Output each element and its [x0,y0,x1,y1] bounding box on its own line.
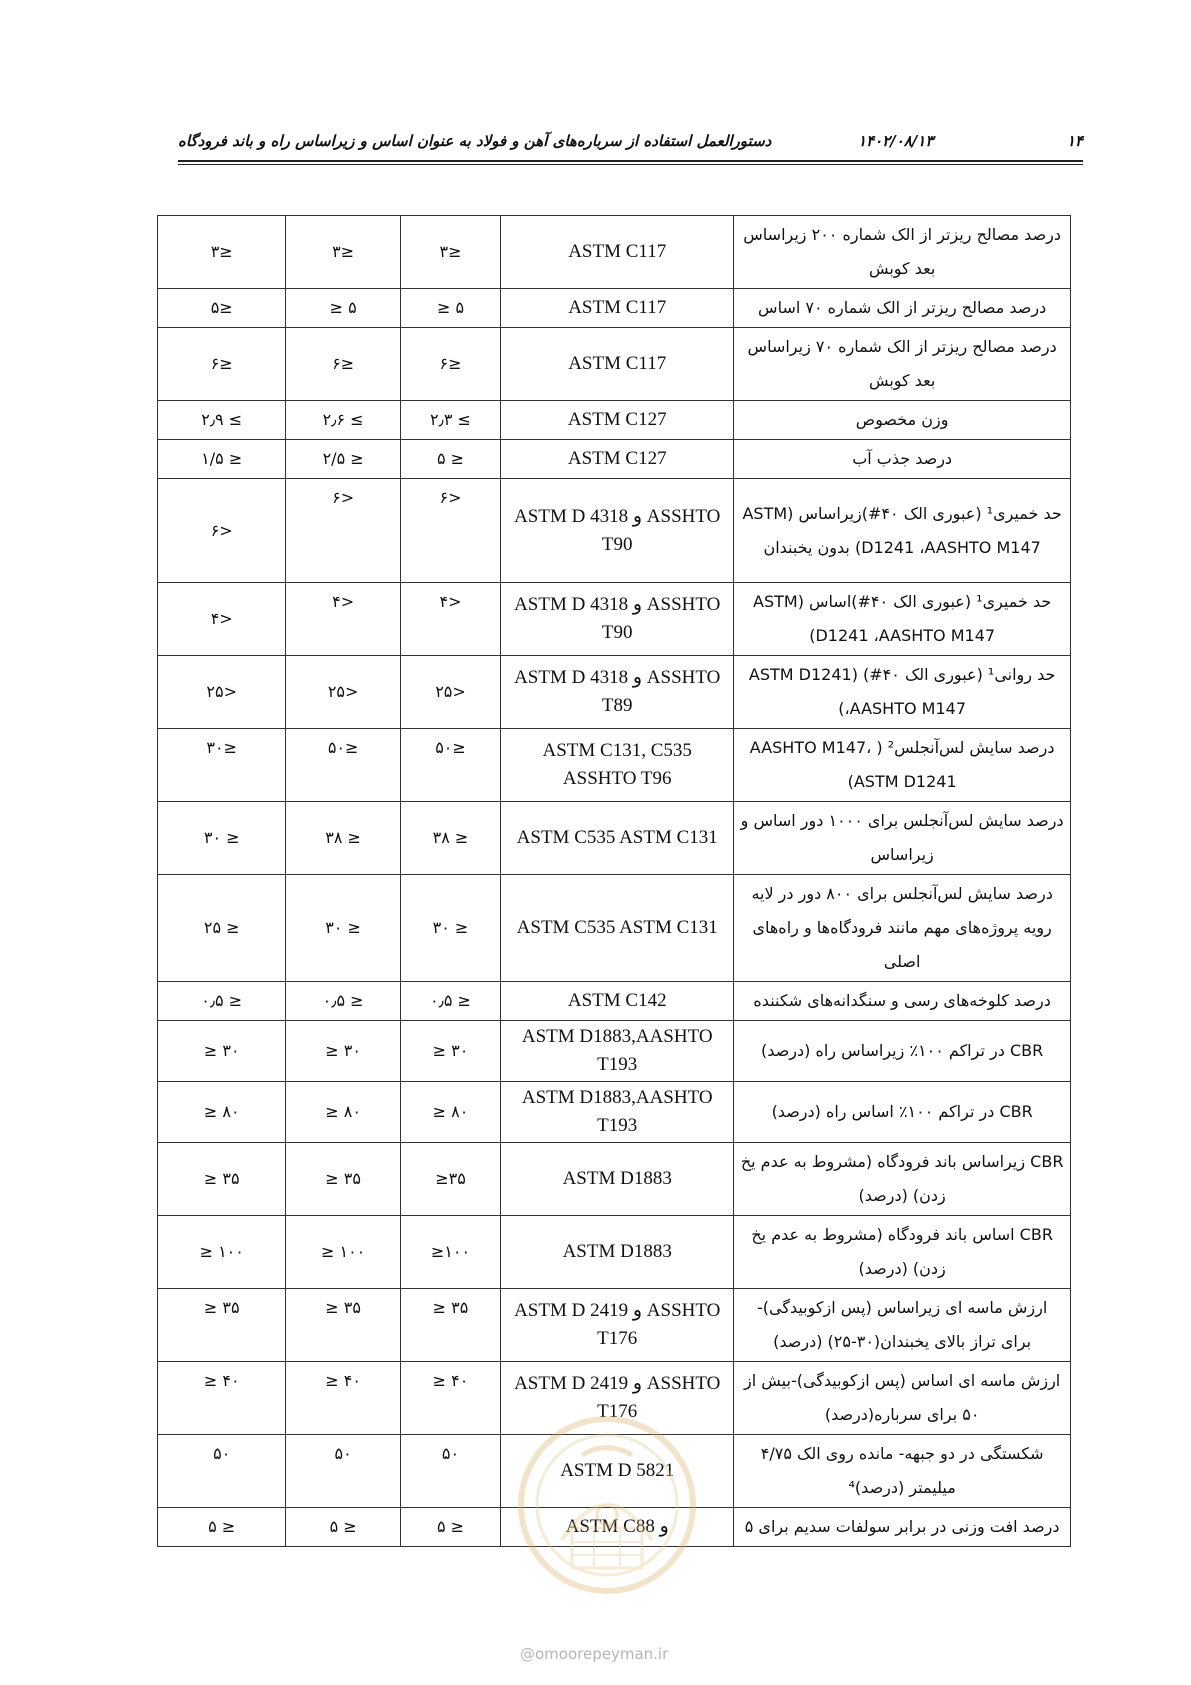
value-cell-2: <۶ [286,479,400,583]
description-cell: CBR اساس باند فرودگاه (مشروط به عدم یخ زدن) (درصد) [734,1216,1071,1289]
value-cell-1: ≤ ۱/۵ [158,440,286,479]
description-cell: درصد مصالح ریزتر از الک شماره ۷۰ اساس [734,289,1071,328]
value-cell-1: ۴۰ ≤ [158,1362,286,1435]
table-row [158,1216,1071,1289]
table-row [158,440,1071,479]
description-cell: درصد مصالح ریزتر از الک شماره ۷۰ زیراساس بعد کوبش [734,328,1071,401]
value-cell-3: <۶ [400,479,500,583]
method-cell: ASTM D 4318 و ASSHTO T89 [501,656,734,729]
method-cell: ASTM D 4318 و ASSHTO T90 [501,479,734,583]
value-cell-1: ≤ ۳۰ [158,802,286,875]
value-cell-2: ≤ ۲/۵ [286,440,400,479]
table-row [158,982,1071,1021]
method-cell: ASTM D1883 [501,1143,734,1216]
description-cell: درصد سایش لس‌آنجلس² ( AASHTO M147، ASTM D1241) [734,729,1071,802]
description-cell: شکستگی در دو جبهه- مانده روی الک ۴/۷۵ میلیمتر (درصد)⁴ [734,1435,1071,1508]
seal-watermark-icon [512,1410,702,1615]
value-cell-1: ۳۰ ≤ [158,1021,286,1082]
method-cell: ASTM D 5821 [501,1435,734,1508]
value-cell-2: ۴۰ ≤ [286,1362,400,1435]
value-cell-2: ≤ ۳۸ [286,802,400,875]
method-cell: ASTM D1883 [501,1216,734,1289]
spec-table-body [158,216,1071,1547]
description-cell: CBR در تراکم ۱۰۰٪ زیراساس راه (درصد) [734,1021,1071,1082]
method-cell: ASTM D1883,AASHTO T193 [501,1082,734,1143]
value-cell-3: ۴۰ ≤ [400,1362,500,1435]
description-cell: وزن مخصوص [734,401,1071,440]
method-cell: ASTM C535 ASTM C131 [501,802,734,875]
value-cell-1: <۴ [158,583,286,656]
description-cell: درصد سایش لس‌آنجلس برای ۸۰۰ دور در لایه رویه پروژه‌های مهم مانند فرودگاه‌ها و راه‌های اصلی [734,875,1071,982]
value-cell-2: ≥ ۲٫۶ [286,401,400,440]
value-cell-1: <۶ [158,479,286,583]
page-header [178,132,1083,160]
value-cell-1: ۱۰۰ ≤ [158,1216,286,1289]
table-row [158,216,1071,289]
method-cell: ASTM C117 [501,328,734,401]
method-cell: ASTM C131, C535 ASSHTO T96 [501,729,734,802]
value-cell-2: ۳۵ ≤ [286,1143,400,1216]
description-cell: ارزش ماسه ای زیراساس (پس ازکوبیدگی)- برای تراز بالای یخبندان(۳۰-۲۵) (درصد) [734,1289,1071,1362]
table-row [158,656,1071,729]
value-cell-2: ≤ ۰٫۵ [286,982,400,1021]
method-cell: ASTM C142 [501,982,734,1021]
header-title: دستورالعمل استفاده از سرباره‌های آهن و فولاد به عنوان اساس و زیراساس راه و باند فرودگاه [178,132,772,150]
value-cell-2: ≤ ۳۰ [286,875,400,982]
value-cell-2: ≤۳ [286,216,400,289]
value-cell-3: ۵۰ [400,1435,500,1508]
table-row [158,289,1071,328]
value-cell-1: ۳۵ ≤ [158,1143,286,1216]
table-row [158,328,1071,401]
value-cell-2: ۳۵ ≤ [286,1289,400,1362]
value-cell-1: ≤۶ [158,328,286,401]
description-cell: درصد جذب آب [734,440,1071,479]
table-row [158,479,1071,583]
description-cell: حد خمیری¹ (عبوری الک ۴۰#)اساس (ASTM D1241 ،AASHTO M147) [734,583,1071,656]
value-cell-3: ≤۳ [400,216,500,289]
method-cell: ASTM C535 ASTM C131 [501,875,734,982]
value-cell-3: ۸۰ ≤ [400,1082,500,1143]
table-row [158,802,1071,875]
value-cell-3: ۵ ≤ [400,289,500,328]
value-cell-3: ۳۵ ≤ [400,1289,500,1362]
table-row [158,1289,1071,1362]
method-cell: ASTM C117 [501,216,734,289]
value-cell-1: ≤۳۰ [158,729,286,802]
value-cell-2: ≤۶ [286,328,400,401]
value-cell-2: ۵ ≤ [286,289,400,328]
value-cell-1: ≤۵ [158,289,286,328]
value-cell-3: ≥ ۲٫۳ [400,401,500,440]
description-cell: درصد مصالح ریزتر از الک شماره ۲۰۰ زیراساس بعد کوبش [734,216,1071,289]
value-cell-1: ≥ ۲٫۹ [158,401,286,440]
description-cell: حد خمیری¹ (عبوری الک ۴۰#)زیراساس (ASTM D1241 ،AASHTO M147) بدون یخبندان [734,479,1071,583]
table-row [158,583,1071,656]
table-row [158,875,1071,982]
value-cell-2: ۱۰۰ ≤ [286,1216,400,1289]
value-cell-3: ≤ ۵ [400,1508,500,1547]
value-cell-2: ۵۰ [286,1435,400,1508]
value-cell-2: ≤۵۰ [286,729,400,802]
value-cell-3: ≤ ۳۰ [400,875,500,982]
value-cell-3: ≤ ۵ [400,440,500,479]
table-row [158,1082,1071,1143]
value-cell-3: ≤ ۰٫۵ [400,982,500,1021]
method-cell: ASTM C127 [501,401,734,440]
method-cell: ASTM D1883,AASHTO T193 [501,1021,734,1082]
description-cell: ارزش ماسه ای اساس (پس ازکوبیدگی)-بیش از ۵۰ برای سرباره(درصد) [734,1362,1071,1435]
value-cell-3: <۴ [400,583,500,656]
description-cell: CBR زیراساس باند فرودگاه (مشروط به عدم یخ زدن) (درصد) [734,1143,1071,1216]
value-cell-2: <۴ [286,583,400,656]
value-cell-2: <۲۵ [286,656,400,729]
value-cell-3: ≤۵۰ [400,729,500,802]
header-date: ۱۴۰۲/۰۸/۱۳ [858,132,934,150]
header-rule-thin [178,164,1083,165]
table-row [158,401,1071,440]
description-cell: درصد کلوخه‌های رسی و سنگدانه‌های شکننده [734,982,1071,1021]
description-cell: حد روانی¹ (عبوری الک ۴۰#) (ASTM D1241 ،AASHTO M147) [734,656,1071,729]
value-cell-1: ≤ ۵ [158,1508,286,1547]
footer-site: @omoorepeyman.ir [520,1645,669,1663]
header-rule [178,160,1083,162]
table-row [158,1021,1071,1082]
spec-table [157,215,1071,1547]
value-cell-1: <۲۵ [158,656,286,729]
table-row [158,729,1071,802]
value-cell-3: <۲۵ [400,656,500,729]
table-row [158,1143,1071,1216]
value-cell-1: ۸۰ ≤ [158,1082,286,1143]
value-cell-2: ۳۰ ≤ [286,1021,400,1082]
value-cell-1: ۳۵ ≤ [158,1289,286,1362]
value-cell-2: ۸۰ ≤ [286,1082,400,1143]
value-cell-2: ≤ ۵ [286,1508,400,1547]
method-cell: ASTM D 2419 و ASSHTO T176 [501,1289,734,1362]
value-cell-1: ۵۰ [158,1435,286,1508]
description-cell: درصد افت وزنی در برابر سولفات سدیم برای ۵ [734,1508,1071,1547]
value-cell-1: ≤۳ [158,216,286,289]
value-cell-1: ≤ ۰٫۵ [158,982,286,1021]
method-cell: ASTM C127 [501,440,734,479]
method-cell: ASTM D 2419 و ASSHTO T176 [501,1362,734,1435]
description-cell: درصد سایش لس‌آنجلس برای ۱۰۰۰ دور اساس و زیراساس [734,802,1071,875]
method-cell: ASTM D 4318 و ASSHTO T90 [501,583,734,656]
value-cell-3: ≤ ۳۸ [400,802,500,875]
value-cell-3: ۳۵≤ [400,1143,500,1216]
value-cell-1: ≤ ۲۵ [158,875,286,982]
method-cell: ASTM C117 [501,289,734,328]
value-cell-3: ≤۶ [400,328,500,401]
value-cell-3: ۳۰ ≤ [400,1021,500,1082]
value-cell-3: ۱۰۰≤ [400,1216,500,1289]
description-cell: CBR در تراکم ۱۰۰٪ اساس راه (درصد) [734,1082,1071,1143]
method-cell: ASTM C88 و [501,1508,734,1547]
page-number: ۱۴ [1066,132,1083,150]
